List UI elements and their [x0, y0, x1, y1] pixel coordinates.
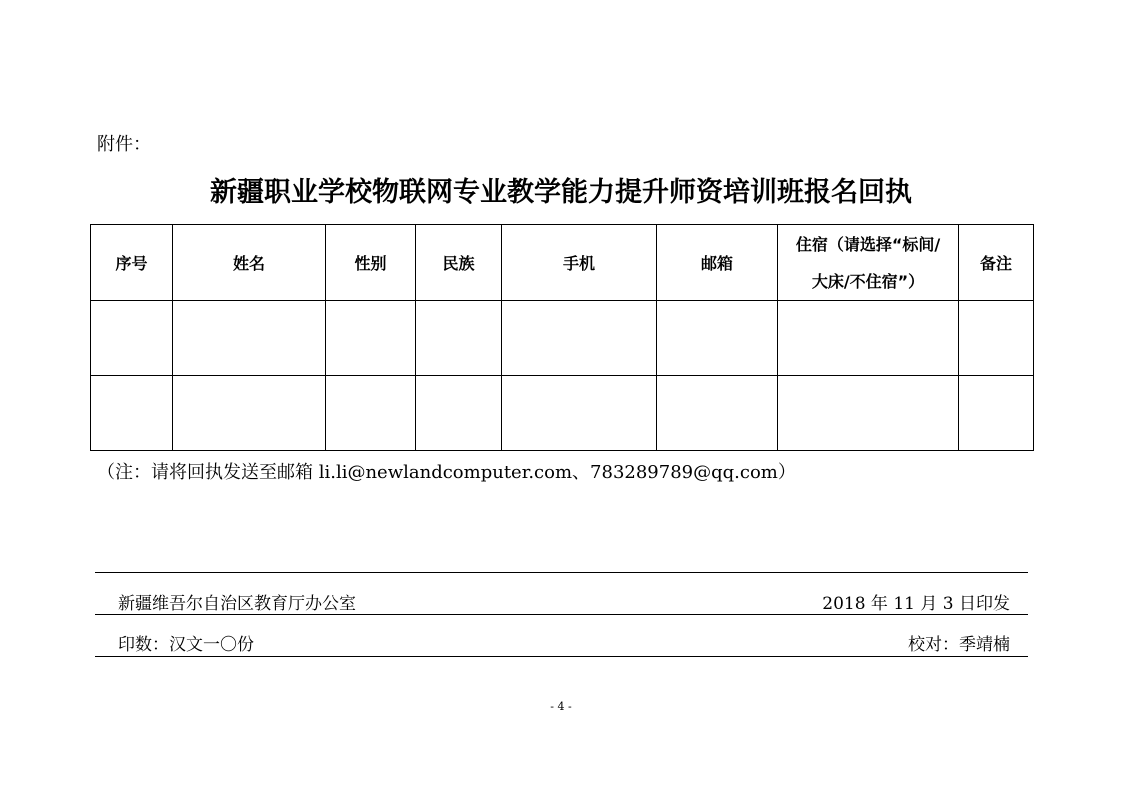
- table-cell[interactable]: [173, 376, 326, 451]
- proofreader: 校对：季靖楠: [908, 635, 1010, 655]
- footer-top-rule: [95, 572, 1028, 573]
- page-number: - 4 -: [550, 700, 572, 713]
- table-cell[interactable]: [416, 376, 502, 451]
- table-cell[interactable]: [416, 301, 502, 376]
- table-row: [91, 301, 1034, 376]
- table-cell[interactable]: [326, 301, 416, 376]
- table-cell[interactable]: [326, 376, 416, 451]
- table-cell[interactable]: [657, 301, 778, 376]
- table-row: [91, 376, 1034, 451]
- submission-note: （注：请将回执发送至邮箱 li.li@newlandcomputer.com、783289789@qq.com）: [97, 462, 796, 483]
- header-accommodation-text: 住宿（请选择“标间/大床/不住宿”）: [795, 234, 941, 291]
- header-name: 姓名: [173, 225, 326, 301]
- header-mobile: 手机: [502, 225, 657, 301]
- footer-middle-rule: [95, 614, 1028, 615]
- table-cell[interactable]: [778, 376, 959, 451]
- header-remarks: 备注: [959, 225, 1034, 301]
- header-email: 邮箱: [657, 225, 778, 301]
- table-cell[interactable]: [173, 301, 326, 376]
- issue-date: 2018 年 11 月 3 日印发: [822, 594, 1010, 614]
- issuer-office: 新疆维吾尔自治区教育厅办公室: [118, 594, 356, 614]
- footer-issue-row: [118, 589, 1010, 614]
- table-cell[interactable]: [959, 376, 1034, 451]
- table-cell[interactable]: [91, 376, 173, 451]
- header-serial-number: 序号: [91, 225, 173, 301]
- print-copies: 印数：汉文一〇份: [118, 635, 254, 655]
- footer-print-row: [118, 630, 1010, 655]
- registration-form-table: [90, 224, 1034, 451]
- document-title: 新疆职业学校物联网专业教学能力提升师资培训班报名回执: [210, 177, 912, 208]
- header-accommodation: [778, 225, 959, 301]
- table-cell[interactable]: [778, 301, 959, 376]
- table-cell[interactable]: [91, 301, 173, 376]
- attachment-label: 附件：: [97, 134, 151, 155]
- table-cell[interactable]: [502, 301, 657, 376]
- header-gender: 性别: [326, 225, 416, 301]
- table-cell[interactable]: [657, 376, 778, 451]
- header-ethnicity: 民族: [416, 225, 502, 301]
- table-header-row: [91, 225, 1034, 301]
- table-cell[interactable]: [502, 376, 657, 451]
- table-cell[interactable]: [959, 301, 1034, 376]
- footer-bottom-rule: [95, 656, 1028, 657]
